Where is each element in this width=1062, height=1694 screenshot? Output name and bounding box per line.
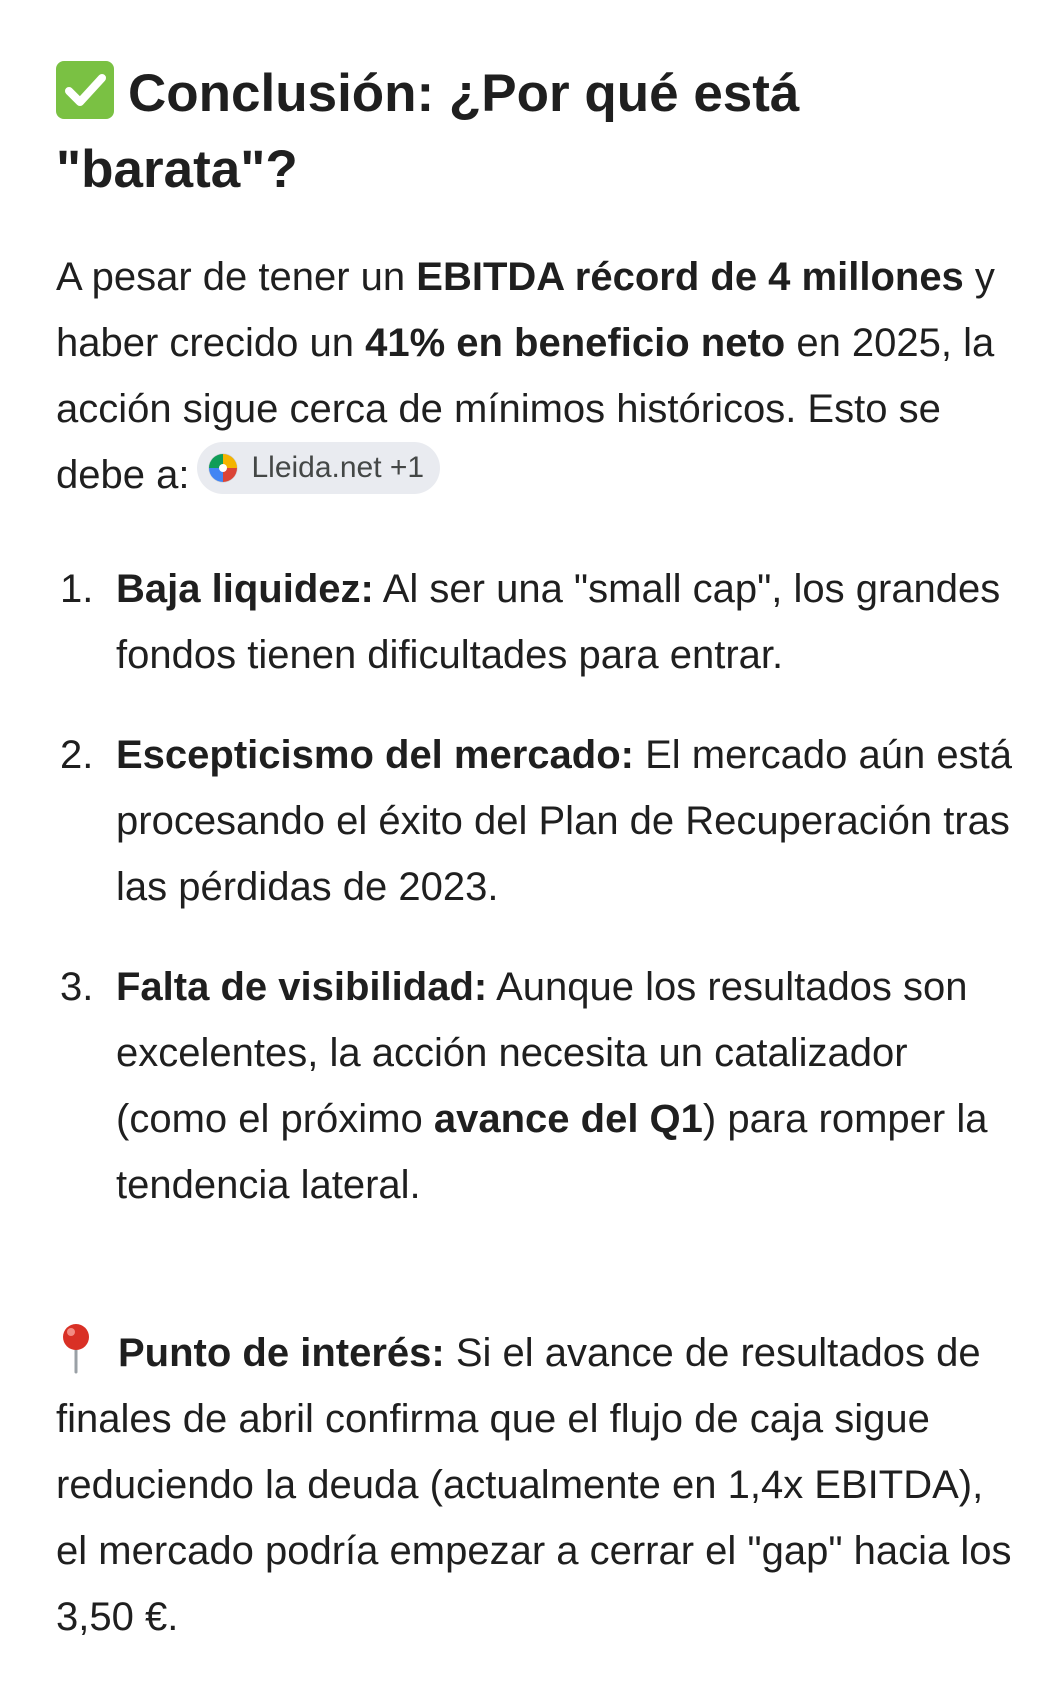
- intro-text-1: A pesar de tener un: [56, 255, 417, 299]
- interest-note: [56, 1320, 1016, 1650]
- heading-text: Conclusión: ¿Por qué está "barata"?: [56, 64, 800, 199]
- list-number: 2.: [60, 733, 94, 777]
- list-item: [56, 722, 1016, 920]
- note-title: Punto de interés:: [118, 1331, 445, 1375]
- list-item-text: El mercado aún está procesando el éxito del Plan de Recuperación tras las pérdidas de 2023.: [116, 733, 1012, 909]
- reasons-list: [56, 556, 1016, 1252]
- list-item-text-end: ) para romper la tendencia lateral.: [116, 1097, 988, 1207]
- intro-text-3: en 2025, la acción sigue cerca de mínimos históricos. Esto se debe a:: [56, 321, 995, 497]
- list-number: 1.: [60, 567, 94, 611]
- round-pushpin-icon: [56, 1322, 96, 1374]
- list-item-title: Baja liquidez:: [116, 567, 374, 611]
- list-item-text: Al ser una "small cap", los grandes fondos tienen dificultades para entrar.: [116, 567, 1001, 677]
- list-item-title: Falta de visibilidad:: [116, 965, 488, 1009]
- list-item-title: Escepticismo del mercado:: [116, 733, 634, 777]
- list-item: [56, 556, 1016, 688]
- list-item-bold: avance del Q1: [433, 1097, 703, 1141]
- intro-bold-profit: 41% en beneficio neto: [365, 321, 786, 365]
- list-number: 3.: [60, 965, 94, 1009]
- source-chip[interactable]: [197, 442, 440, 494]
- section-heading: [56, 56, 1006, 208]
- list-item: [56, 954, 1016, 1218]
- source-favicon-icon: [207, 452, 239, 484]
- check-mark-button-icon: [56, 61, 114, 119]
- list-item-text: Aunque los resultados son excelentes, la acción necesita un catalizador (como el próximo: [116, 965, 968, 1141]
- note-text: Si el avance de resultados de finales de abril confirma que el flujo de caja sigue reduciendo la deuda (actualmente en 1,4x EBITDA), el mercado podría empezar a cerrar el "gap" hacia los 3,50 €.: [56, 1331, 1012, 1639]
- source-chip-label: Lleida.net +1: [251, 451, 425, 484]
- intro-paragraph: [56, 244, 1016, 508]
- intro-text-2: y haber crecido un: [56, 255, 995, 365]
- intro-bold-ebitda: EBITDA récord de 4 millones: [416, 255, 964, 299]
